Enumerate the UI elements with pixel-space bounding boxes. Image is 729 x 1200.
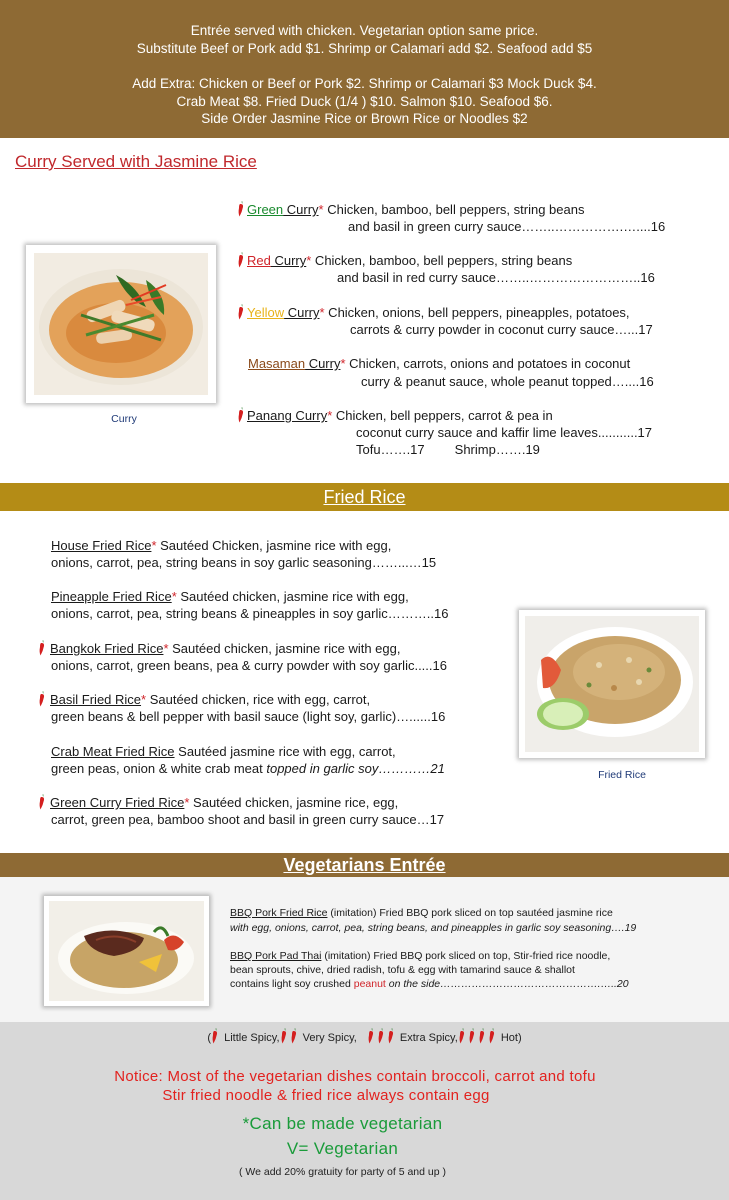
curry-section-title: Curry Served with Jasmine Rice bbox=[15, 152, 257, 171]
legend-extra-spicy: Extra Spicy, bbox=[396, 1032, 458, 1044]
curry-photo-caption: Curry bbox=[111, 413, 137, 425]
chili-pepper-icon bbox=[38, 640, 46, 656]
item-name: BBQ Pork Pad Thai bbox=[230, 950, 322, 962]
fried-rice-title: Fried Rice bbox=[323, 487, 406, 507]
vegetarian-star: * bbox=[184, 795, 190, 810]
fried-rice-photo bbox=[519, 610, 705, 758]
item-description-cont: onions, carrot, pea, string beans & pineapples in soy garlic………..16 bbox=[51, 606, 449, 621]
vegetarians-entree-section bbox=[0, 877, 729, 1022]
chili-pepper-icon bbox=[211, 1028, 219, 1044]
item-description: (imitation) Fried BBQ pork sliced on top sautéed jasmine rice bbox=[327, 907, 613, 919]
menu-item-bangkok-fried-rice bbox=[38, 640, 400, 657]
item-name: Curry bbox=[284, 305, 320, 320]
menu-item-panang-curry bbox=[237, 407, 553, 424]
item-description: Sautéed Chicken, jasmine rice with egg, bbox=[156, 538, 392, 553]
item-description: Sautéed chicken, jasmine rice, egg, bbox=[189, 795, 399, 810]
chili-pepper-icon bbox=[458, 1028, 466, 1044]
legend-little-spicy: Little Spicy, bbox=[221, 1032, 280, 1044]
vegetarians-entree-title: Vegetarians Entrée bbox=[283, 855, 446, 875]
tofu-price: Tofu…….17 bbox=[356, 442, 425, 457]
notice-line-2: Stir fried noodle & fried rice always contain egg bbox=[162, 1087, 490, 1104]
chili-pepper-icon bbox=[290, 1028, 298, 1044]
gratuity-note: ( We add 20% gratuity for party of 5 and up ) bbox=[238, 1166, 446, 1178]
top-info-band bbox=[0, 0, 729, 138]
item-description-cont: with egg, onions, carrot, pea, string beans, and pineapples in garlic soy seasoning….19 bbox=[230, 922, 637, 934]
vegetarian-star-legend: *Can be made vegetarian bbox=[242, 1114, 443, 1133]
item-description-cont: onions, carrot, green beans, pea & curry powder with soy garlic.....16 bbox=[51, 658, 447, 673]
info-line: Entrée served with chicken. Vegetarian option same price. bbox=[190, 23, 539, 38]
item-description-plain: green peas, onion & white crab meat bbox=[51, 761, 267, 776]
item-name: Curry bbox=[283, 202, 319, 217]
item-description-italic: topped in garlic soy…………21 bbox=[266, 761, 445, 776]
notice-line-1: Notice: Most of the vegetarian dishes contain broccoli, carrot and tofu bbox=[114, 1068, 596, 1085]
menu-item-masaman-curry bbox=[248, 355, 630, 372]
peanut-warning: peanut bbox=[353, 978, 386, 990]
item-description: Chicken, bell peppers, carrot & pea in bbox=[332, 408, 553, 423]
item-description: Chicken, carrots, onions and potatoes in coconut bbox=[345, 356, 631, 371]
item-price-options bbox=[356, 441, 540, 458]
item-name: Crab Meat Fried Rice bbox=[51, 744, 175, 759]
item-description: Sautéed chicken, rice with egg, carrot, bbox=[146, 692, 371, 707]
item-description-cont: carrot, green pea, bamboo shoot and basil in green curry sauce…17 bbox=[51, 812, 445, 827]
chili-pepper-icon bbox=[237, 201, 245, 217]
item-description-cont: and basil in red curry sauce……..……………………..16 bbox=[337, 270, 655, 285]
item-description: Sautéed chicken, jasmine rice with egg, bbox=[176, 589, 409, 604]
item-description: Sautéed jasmine rice with egg, carrot, bbox=[174, 744, 396, 759]
item-description: Sautéed chicken, jasmine rice with egg, bbox=[168, 641, 401, 656]
legend-paren: ( bbox=[207, 1032, 212, 1044]
bbq-pork-dish-image bbox=[44, 896, 209, 1006]
curry-section bbox=[0, 138, 729, 482]
shrimp-price: Shrimp…….19 bbox=[454, 442, 540, 457]
item-color-word: Masaman bbox=[248, 356, 306, 371]
vegetarian-star: * bbox=[327, 408, 333, 423]
item-color-word: Yellow bbox=[247, 305, 285, 320]
vegetarian-star: * bbox=[141, 692, 147, 707]
legend-hot: Hot) bbox=[497, 1032, 522, 1044]
menu-item-red-curry bbox=[237, 252, 572, 269]
chili-pepper-icon bbox=[280, 1028, 288, 1044]
chili-pepper-icon bbox=[38, 794, 46, 810]
menu-item-yellow-curry bbox=[237, 304, 630, 321]
item-color-word: Red bbox=[247, 253, 271, 268]
item-description-cont bbox=[230, 977, 629, 992]
fried-rice-photo-caption: Fried Rice bbox=[598, 769, 646, 781]
curry-dish-image bbox=[26, 245, 216, 403]
item-description-cont bbox=[51, 760, 445, 777]
item-description-cont: bean sprouts, chive, dried radish, tofu & egg with tamarind sauce & shallot bbox=[230, 964, 575, 976]
item-description-cont: green beans & bell pepper with basil sauce (light soy, garlic)…......16 bbox=[51, 709, 446, 724]
chili-pepper-icon bbox=[468, 1028, 476, 1044]
item-name: Curry bbox=[270, 253, 307, 268]
item-description: Chicken, onions, bell peppers, pineapples, potatoes, bbox=[324, 305, 630, 320]
item-description-cont: curry & peanut sauce, whole peanut topped…....16 bbox=[361, 374, 654, 389]
vegetarian-star: * bbox=[171, 589, 177, 604]
vegetarian-v-legend: V= Vegetarian bbox=[286, 1139, 399, 1158]
chili-pepper-icon bbox=[237, 304, 245, 320]
item-description: Chicken, bamboo, bell peppers, string beans bbox=[323, 202, 585, 217]
item-description-cont: carrots & curry powder in coconut curry sauce…...17 bbox=[350, 322, 653, 337]
info-line: Add Extra: Chicken or Beef or Pork $2. Shrimp or Calamari $3 Mock Duck $4. bbox=[132, 76, 597, 91]
vegetarian-star: * bbox=[318, 202, 324, 217]
fried-rice-section bbox=[0, 511, 729, 853]
chili-pepper-icon bbox=[387, 1028, 395, 1044]
vegetarian-star: * bbox=[306, 253, 312, 268]
item-name: Basil Fried Rice bbox=[50, 692, 142, 707]
vegetarian-star: * bbox=[319, 305, 325, 320]
fried-rice-band bbox=[0, 483, 729, 511]
info-line: Crab Meat $8. Fried Duck (1/4 ) $10. Salmon $10. Seafood $6. bbox=[176, 93, 553, 109]
item-name: Bangkok Fried Rice bbox=[50, 641, 164, 656]
item-name: House Fried Rice bbox=[51, 538, 152, 553]
item-description: (imitation) Fried BBQ pork sliced on top, Stir-fried rice noodle, bbox=[321, 950, 611, 962]
spicy-legend bbox=[0, 1028, 729, 1044]
bbq-pork-photo bbox=[44, 896, 209, 1006]
chili-pepper-icon bbox=[237, 252, 245, 268]
item-description-cont: onions, carrot, pea, string beans in soy garlic seasoning……...…15 bbox=[51, 555, 437, 570]
menu-item-basil-fried-rice bbox=[38, 691, 370, 708]
chili-pepper-icon bbox=[38, 691, 46, 707]
menu-item-crab-meat-fried-rice bbox=[51, 743, 396, 760]
footer-notes bbox=[0, 1022, 729, 1200]
item-name: BBQ Pork Fried Rice bbox=[230, 907, 328, 919]
fried-rice-dish-image bbox=[519, 610, 705, 758]
vegetarians-entree-band bbox=[0, 853, 729, 877]
vegetarian-star: * bbox=[163, 641, 169, 656]
item-description: Chicken, bamboo, bell peppers, string beans bbox=[311, 253, 573, 268]
item-name: Curry bbox=[305, 356, 341, 371]
menu-item-bbq-pork-fried-rice bbox=[230, 906, 613, 921]
item-color-word: Green bbox=[247, 202, 284, 217]
vegetarian-star: * bbox=[151, 538, 157, 553]
item-description-plain: contains light soy crushed bbox=[230, 978, 354, 990]
menu-item-bbq-pork-pad-thai bbox=[230, 949, 610, 964]
chili-pepper-icon bbox=[237, 407, 245, 423]
item-name: Pineapple Fried Rice bbox=[51, 589, 172, 604]
chili-pepper-icon bbox=[488, 1028, 496, 1044]
chili-pepper-icon bbox=[367, 1028, 375, 1044]
item-description-cont: coconut curry sauce and kaffir lime leaves...........17 bbox=[356, 425, 653, 440]
vegetarian-star: * bbox=[340, 356, 346, 371]
legend-very-spicy: Very Spicy, bbox=[299, 1032, 357, 1044]
item-description-cont: and basil in green curry sauce……..…………….…....16 bbox=[348, 219, 666, 234]
menu-item-green-curry bbox=[237, 201, 584, 218]
item-description-italic: on the side……………………………………….…..20 bbox=[385, 978, 629, 990]
item-name: Panang Curry bbox=[247, 408, 328, 423]
info-line: Substitute Beef or Pork add $1. Shrimp or Calamari add $2. Seafood add $5 bbox=[136, 40, 593, 56]
chili-pepper-icon bbox=[377, 1028, 385, 1044]
info-line: Side Order Jasmine Rice or Brown Rice or Noodles $2 bbox=[201, 111, 528, 126]
item-name: Green Curry Fried Rice bbox=[50, 795, 185, 810]
menu-item-pineapple-fried-rice bbox=[51, 588, 409, 605]
curry-photo bbox=[26, 245, 216, 403]
menu-item-house-fried-rice bbox=[51, 537, 391, 554]
menu-item-green-curry-fried-rice bbox=[38, 794, 398, 811]
chili-pepper-icon bbox=[478, 1028, 486, 1044]
